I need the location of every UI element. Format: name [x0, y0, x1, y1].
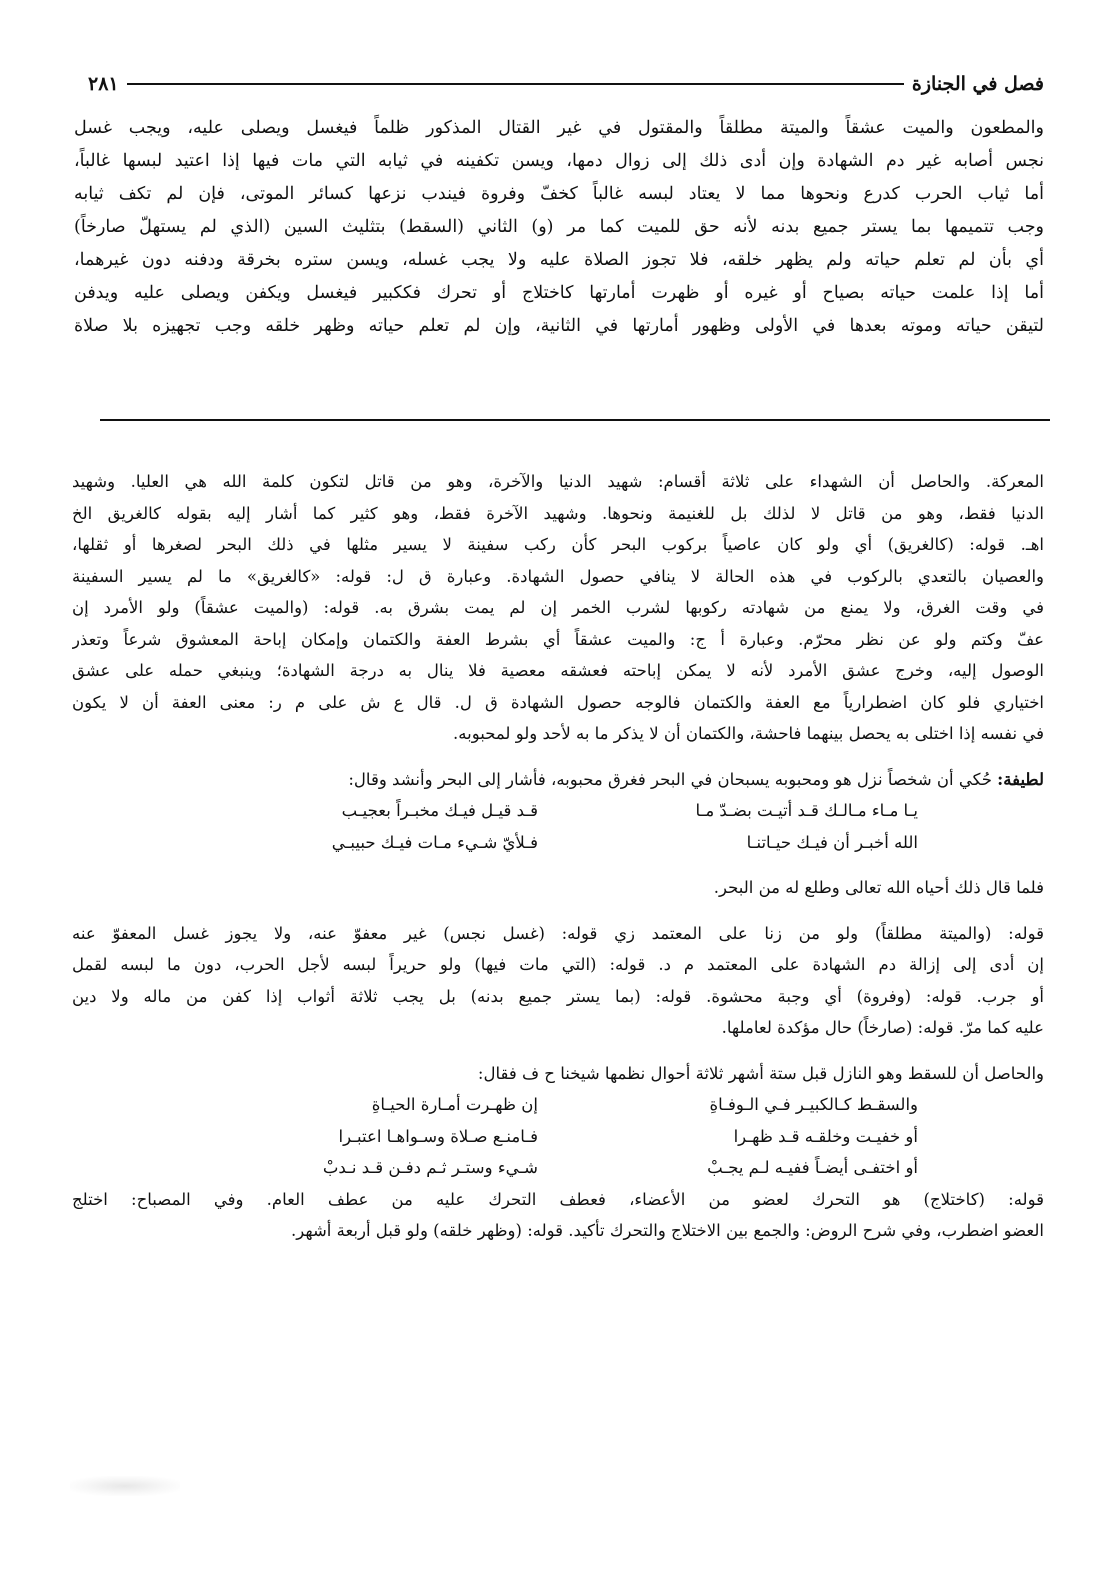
verse-first-half: أو خفيـت وخلقـه قـد ظهـرا	[733, 1126, 918, 1146]
poem-verse	[72, 1121, 1044, 1153]
verse-first-half: والسقـط كـالكبيـر فـي الـوفـاةِ	[709, 1095, 918, 1114]
commentary	[72, 466, 1044, 1247]
note-line: قوله: (والميتة مطلقاً) ولو من زنا على المعتمد زي قوله: (غسل نجس) غير معفوّ عنه، ولا يجوز غسل المعفوّ عنه	[72, 923, 1044, 943]
note-line: قوله: (كاختلاج) هو التحرك لعضو من الأعضاء، فعطف التحرك عليه من عطف العام. وفي المصباح: اختلج	[72, 1189, 1044, 1209]
summary-intro: والحاصل أن للسقط وهو النازل قبل ستة أشهر ثلاثة أحوال نظمها شيخنا ح ف فقال:	[477, 1063, 1044, 1083]
note-line: أو جرب. قوله: (وفروة) أي وجبة محشوة. قوله: (بما يستر جميع بدنه) بل يجب ثلاثة أثواب إذا كفن من ماله ولا دين	[72, 986, 1044, 1006]
main-text	[74, 112, 1044, 343]
poem-verse	[72, 795, 1044, 827]
note-line: والعصيان بالتعدي بالركوب في هذه الحالة لا ينافي حصول الشهادة. وعبارة ق ل: قوله: «كالغريق» ما لم يسير السفينة	[72, 566, 1044, 586]
note-line: الدنيا فقط، وهو من قاتل لا لذلك بل للغنيمة ونحوها. وشهيد الآخرة فقط، وهو كثير كما أشار إليه بقوله كالغريق الخ	[72, 503, 1044, 523]
verse-second-half: فـلأيّ شـيء مـات فيـك حبيبـي	[331, 832, 538, 852]
note-line: المعركة. والحاصل أن الشهداء على ثلاثة أقسام: شهيد الدنيا والآخرة، وهو من قاتل لتكون كلمة الله هي العليا. وشهيد	[72, 472, 1044, 491]
chapter-title: فصل في الجنازة	[911, 73, 1044, 95]
verse-second-half: فـامنـع صـلاة وسـواهـا اعتبـرا	[338, 1126, 538, 1146]
verse-second-half: شـيء وستـر ثـم دفـن قـد نـدبْ	[322, 1158, 538, 1177]
latifa-label: لطيفة:	[997, 769, 1044, 789]
after-poem-line: فلما قال ذلك أحياه الله تعالى وطلع له من البحر.	[713, 878, 1044, 897]
note-line: في وقت الغرق، ولا يمنع من شهادته ركوبها لشرب الخمر إن لم يمت بشرق به. قوله: (والميت عشقاً) ولو الأمرد إن	[72, 598, 1044, 617]
verse-second-half: قـد قيـل فيـك مخبـراً بعجيـب	[341, 801, 538, 820]
latifa-paragraph	[72, 764, 1044, 796]
main-line: والمطعون والميت عشقاً والميتة مطلقاً والمقتول في غير القتال المذكور ظلماً فيغسل ويصلى عليه، ويجب غسل	[74, 118, 1044, 138]
note-line: العضو اضطرب، وفي شرح الروض: والجمع بين الاختلاج والتحرك تأكيد. قوله: (وظهر خلقه) ولو قبل أربعة أشهر.	[291, 1221, 1044, 1240]
note-line: عفّ وكتم ولو عن نظر محرّم. وعبارة أ ج: والميت عشقاً أي بشرط العفة والكتمان وإمكان إباحة المعشوق شرعاً وتعذر	[72, 629, 1044, 649]
running-header	[88, 64, 1044, 104]
main-line: لتيقن حياته وموته بعدها في الأولى وظهور أمارتها في الثانية، وإن لم تعلم حياته وظهر خلقه وجب تجهيزه بلا صلاة	[74, 316, 1044, 336]
note-line: الوصول إليه، وخرج عشق الأمرد لأنه لا يمكن إباحته فعشقه معصية فلا ينال به درجة الشهادة؛ وينبغي حمله على عشق	[72, 661, 1044, 680]
note-line: اهـ. قوله: (كالغريق) أي ولو كان عاصياً بركوب البحر كأن ركب سفينة لا يسير مثلها في ذلك البحر لصغرها أو ثقلها،	[72, 535, 1044, 554]
scan-smudge	[70, 1476, 180, 1496]
poem-verse	[72, 827, 1044, 859]
main-line: وجب تتميمها بما يستر جميع بدنه لأنه حق للميت كما مر (و) الثاني (السقط) بتثليث السين (الذي لم يستهلّ صارخاً)	[74, 217, 1044, 237]
verse-second-half: إن ظهـرت أمـارة الحيـاةِ	[371, 1095, 538, 1114]
note-line: عليه كما مرّ. قوله: (صارخاً) حال مؤكدة لعاملها.	[721, 1018, 1044, 1037]
main-line: أما ثياب الحرب كدرع ونحوها مما لا يعتاد لبسه غالباً كخفّ وفروة فيندب نزعها كسائر الموتى، فإن لم تكف ثيابه	[74, 184, 1044, 204]
poem-verse	[72, 1089, 1044, 1121]
main-line: أي بأن لم تعلم حياته ولم يظهر خلقه، فلا تجوز الصلاة عليه ولا يجب غسله، ويسن ستره بخرقة ودفنه دون غيرهما،	[74, 250, 1044, 270]
verse-first-half: يـا مـاء مـالـك قـد أتيـت بضـدّ مـا	[695, 801, 918, 820]
note-line: إن أدى إلى إزالة دم الشهادة على المعتمد م د. قوله: (التي مات فيها) ولو حريراً لبسه لأجل الحرب، دون ما لبسه لقمل	[72, 955, 1044, 974]
poem-verse	[72, 1152, 1044, 1184]
note-line: اختياري فلو كان اضطرارياً مع العفة والكتمان فالوجه حصول الشهادة ق ل. قال ع ش على م ر: معنى العفة أن لا يكون	[72, 692, 1044, 712]
latifa-text: حُكي أن شخصاً نزل هو ومحبوبه يسبحان في البحر فغرق محبوبه، فأشار إلى البحر وأنشد وقال:	[348, 769, 992, 789]
main-line: نجس أصابه غير دم الشهادة وإن أدى ذلك إلى زوال دمها، ويسن تكفينه في ثيابه التي مات فيها إذا اعتيد لبسها غالباً،	[74, 151, 1044, 171]
verse-first-half: أو اختفـى أيضـاً ففيـه لـم يجـبْ	[707, 1158, 918, 1177]
main-line: أما إذا علمت حياته بصياح أو غيره أو ظهرت أمارتها كاختلاج أو تحرك فككبير فيغسل ويكفن ويصلى عليه ويدفن	[74, 283, 1044, 303]
header-rule	[127, 83, 904, 85]
note-line: في نفسه إذا اختلى به يحصل بينهما فاحشة، والكتمان أن لا يذكر ما به لأحد ولو لمحبوبه.	[453, 724, 1044, 743]
verse-first-half: الله أخبـر أن فيـك حيـاتنـا	[746, 832, 918, 852]
footnote-divider	[100, 419, 1050, 421]
page-number: ٢٨١	[88, 73, 119, 95]
